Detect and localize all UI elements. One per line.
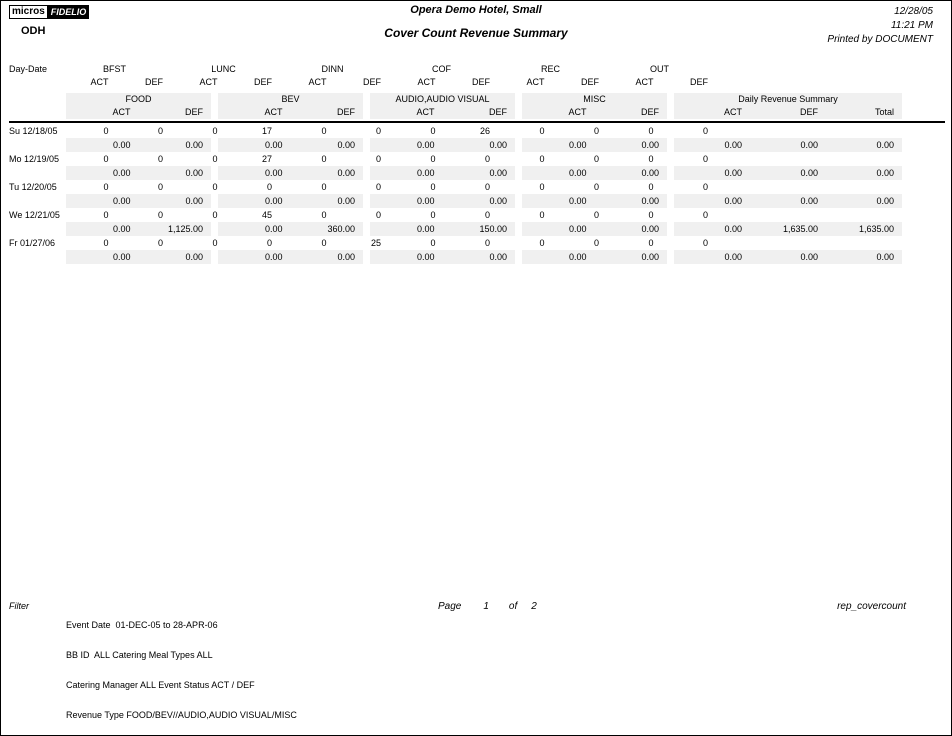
micros-logo-text: micros <box>9 5 48 19</box>
day-label: Su 12/18/05 <box>9 126 58 136</box>
revenue-cell: 0.00 <box>568 252 587 262</box>
count-cell: 0 <box>157 182 163 192</box>
page-total: 2 <box>531 601 537 612</box>
count-cell: 0 <box>321 182 327 192</box>
revenue-cell: 0.00 <box>416 252 435 262</box>
revenue-cell: 0.00 <box>568 196 587 206</box>
count-cell: 0 <box>103 182 109 192</box>
act-header: ACT <box>417 77 436 87</box>
def-header: DEF <box>690 77 708 87</box>
revenue-cell: 0.00 <box>416 196 435 206</box>
def-header: DEF <box>363 77 381 87</box>
count-cell: 0 <box>430 182 436 192</box>
revenue-cell: 0.00 <box>337 168 355 178</box>
count-cell: 0 <box>212 182 218 192</box>
revenue-cell: 0.00 <box>876 252 894 262</box>
count-cell: 0 <box>430 154 436 164</box>
day-revenue-row <box>9 166 945 180</box>
revenue-cell: 0.00 <box>337 140 355 150</box>
count-cell: 0 <box>103 126 109 136</box>
count-cell: 0 <box>375 154 381 164</box>
day-label: Fr 01/27/06 <box>9 238 56 248</box>
filter-criteria <box>66 600 297 736</box>
act-header: ACT <box>635 77 654 87</box>
count-cell: 0 <box>157 238 163 248</box>
count-cell: 0 <box>484 210 490 220</box>
count-cell: 0 <box>430 126 436 136</box>
revenue-group-header: FOOD <box>125 94 152 104</box>
day-count-row <box>9 180 945 194</box>
count-cell: 0 <box>702 126 708 136</box>
day-count-row <box>9 236 945 250</box>
meal-group-header: LUNC <box>211 64 236 74</box>
revenue-cell: 0.00 <box>416 140 435 150</box>
revenue-cell: 0.00 <box>876 196 894 206</box>
revenue-cell: 0.00 <box>185 140 203 150</box>
count-cell: 0 <box>212 238 218 248</box>
count-cell: 0 <box>321 238 327 248</box>
act-header: ACT <box>416 107 435 117</box>
revenue-cell: 0.00 <box>185 252 203 262</box>
revenue-cell: 0.00 <box>185 196 203 206</box>
revenue-cell: 0.00 <box>264 168 283 178</box>
count-cell: 26 <box>479 126 490 136</box>
fidelio-logo-text: FIDELIO <box>48 5 90 19</box>
revenue-cell: 0.00 <box>337 196 355 206</box>
act-header: ACT <box>724 107 742 117</box>
count-cell: 0 <box>593 238 599 248</box>
count-cell: 0 <box>375 210 381 220</box>
meal-group-header: COF <box>432 64 451 74</box>
revenue-cell: 0.00 <box>112 140 131 150</box>
report-title: Cover Count Revenue Summary <box>384 26 568 40</box>
count-cell: 0 <box>157 126 163 136</box>
day-revenue-row <box>9 194 945 208</box>
count-cell: 0 <box>593 210 599 220</box>
count-cell: 0 <box>593 126 599 136</box>
day-label: We 12/21/05 <box>9 210 60 220</box>
count-cell: 0 <box>648 154 654 164</box>
filter-line-catering-manager: Catering Manager ALL Event Status ACT / DEF <box>66 680 255 690</box>
revenue-cell: 0.00 <box>185 168 203 178</box>
count-cell: 0 <box>321 126 327 136</box>
count-cell: 0 <box>430 210 436 220</box>
count-cell: 0 <box>648 182 654 192</box>
act-header: ACT <box>308 77 327 87</box>
count-cell: 0 <box>484 154 490 164</box>
revenue-cell: 0.00 <box>112 224 131 234</box>
def-header: DEF <box>185 107 203 117</box>
day-count-row <box>9 124 945 138</box>
meal-group-header-row <box>9 63 945 76</box>
count-cell: 0 <box>212 210 218 220</box>
count-cell: 0 <box>593 182 599 192</box>
def-header: DEF <box>800 107 818 117</box>
revenue-cell: 0.00 <box>489 196 507 206</box>
count-cell: 27 <box>261 154 272 164</box>
revenue-cell: 0.00 <box>641 252 659 262</box>
count-cell: 0 <box>702 182 708 192</box>
count-cell: 0 <box>103 238 109 248</box>
property-code: ODH <box>21 25 46 37</box>
revenue-cell: 0.00 <box>337 252 355 262</box>
act-header: ACT <box>568 107 587 117</box>
def-header: DEF <box>337 107 355 117</box>
day-count-row <box>9 208 945 222</box>
act-header: ACT <box>199 77 218 87</box>
revenue-group-header: MISC <box>583 94 606 104</box>
count-cell: 0 <box>157 154 163 164</box>
def-header: DEF <box>489 107 507 117</box>
count-cell: 0 <box>484 238 490 248</box>
page-of-label: of <box>508 601 518 612</box>
page-indicator <box>438 601 537 612</box>
count-cell: 0 <box>321 154 327 164</box>
act-header: ACT <box>90 77 109 87</box>
revenue-cell: 0.00 <box>568 224 587 234</box>
day-revenue-row <box>9 138 945 152</box>
revenue-cell: 0.00 <box>800 196 818 206</box>
count-cell: 0 <box>539 210 545 220</box>
revenue-cell: 360.00 <box>327 224 355 234</box>
def-header: DEF <box>145 77 163 87</box>
meal-group-header: OUT <box>650 64 669 74</box>
count-cell: 0 <box>648 210 654 220</box>
revenue-cell: 0.00 <box>264 252 283 262</box>
count-cell: 0 <box>266 238 272 248</box>
count-cell: 0 <box>539 238 545 248</box>
count-cell: 0 <box>593 154 599 164</box>
day-count-row <box>9 152 945 166</box>
revenue-cell: 0.00 <box>641 224 659 234</box>
revenue-cell: 1,635.00 <box>782 224 818 234</box>
revenue-cell: 0.00 <box>416 224 435 234</box>
day-label: Tu 12/20/05 <box>9 182 57 192</box>
revenue-cell: 0.00 <box>568 168 587 178</box>
revenue-cell: 0.00 <box>264 140 283 150</box>
revenue-cell: 0.00 <box>264 196 283 206</box>
hotel-name: Opera Demo Hotel, Small <box>410 4 542 16</box>
revenue-cell: 0.00 <box>800 140 818 150</box>
revenue-group-header: BEV <box>281 94 300 104</box>
meal-group-header: DINN <box>321 64 344 74</box>
revenue-cell: 1,125.00 <box>167 224 203 234</box>
revenue-act-def-header-row <box>9 106 945 119</box>
print-info <box>827 5 933 47</box>
filter-line-revenue-type: Revenue Type FOOD/BEV//AUDIO,AUDIO VISUAL/MISC <box>66 710 297 720</box>
revenue-cell: 0.00 <box>724 168 742 178</box>
meal-group-header: REC <box>540 64 560 74</box>
revenue-cell: 0.00 <box>641 140 659 150</box>
count-cell: 0 <box>321 210 327 220</box>
report-id: rep_covercount <box>837 601 906 612</box>
day-revenue-row <box>9 222 945 236</box>
count-cell: 45 <box>261 210 272 220</box>
revenue-cell: 0.00 <box>489 168 507 178</box>
count-cell: 17 <box>261 126 272 136</box>
revenue-group-header: Daily Revenue Summary <box>738 94 838 104</box>
count-cell: 0 <box>103 210 109 220</box>
revenue-group-header: AUDIO,AUDIO VISUAL <box>395 94 490 104</box>
revenue-cell: 0.00 <box>489 252 507 262</box>
revenue-group-header-row <box>9 93 945 106</box>
count-cell: 0 <box>702 154 708 164</box>
meal-group-header: BFST <box>102 64 126 74</box>
printed-by: Printed by DOCUMENT <box>827 34 933 45</box>
revenue-cell: 0.00 <box>876 168 894 178</box>
revenue-cell: 0.00 <box>724 224 742 234</box>
count-cell: 0 <box>266 182 272 192</box>
count-cell: 0 <box>702 210 708 220</box>
total-header: Total <box>874 107 894 117</box>
count-cell: 0 <box>375 182 381 192</box>
cover-count-table <box>9 63 945 264</box>
revenue-cell: 0.00 <box>724 140 742 150</box>
day-label: Mo 12/19/05 <box>9 154 60 164</box>
act-header: ACT <box>526 77 545 87</box>
count-cell: 0 <box>375 126 381 136</box>
revenue-cell: 0.00 <box>489 140 507 150</box>
revenue-cell: 0.00 <box>800 168 818 178</box>
count-cell: 0 <box>648 126 654 136</box>
count-cell: 0 <box>702 238 708 248</box>
act-header: ACT <box>112 107 131 117</box>
revenue-cell: 0.00 <box>724 252 742 262</box>
filter-line-event-date: Event Date 01-DEC-05 to 28-APR-06 <box>66 620 218 630</box>
revenue-cell: 0.00 <box>112 168 131 178</box>
count-cell: 0 <box>430 238 436 248</box>
def-header: DEF <box>641 107 659 117</box>
filter-label: Filter <box>9 601 29 611</box>
page-number: 1 <box>483 601 489 612</box>
count-cell: 25 <box>370 238 381 248</box>
revenue-cell: 0.00 <box>641 196 659 206</box>
revenue-cell: 0.00 <box>641 168 659 178</box>
revenue-cell: 150.00 <box>479 224 507 234</box>
revenue-cell: 0.00 <box>112 252 131 262</box>
def-header: DEF <box>254 77 272 87</box>
revenue-cell: 0.00 <box>724 196 742 206</box>
revenue-cell: 0.00 <box>112 196 131 206</box>
revenue-cell: 0.00 <box>264 224 283 234</box>
revenue-cell: 0.00 <box>568 140 587 150</box>
count-cell: 0 <box>539 126 545 136</box>
def-header: DEF <box>472 77 490 87</box>
filter-line-bb-id: BB ID ALL Catering Meal Types ALL <box>66 650 213 660</box>
print-date: 12/28/05 <box>894 6 933 17</box>
count-cell: 0 <box>484 182 490 192</box>
count-cell: 0 <box>539 182 545 192</box>
page-label: Page <box>438 601 462 612</box>
count-cell: 0 <box>212 126 218 136</box>
header-divider-line <box>9 121 945 123</box>
count-cell: 0 <box>157 210 163 220</box>
count-cell: 0 <box>648 238 654 248</box>
count-cell: 0 <box>103 154 109 164</box>
revenue-cell: 0.00 <box>416 168 435 178</box>
act-def-header-row <box>9 76 945 89</box>
count-cell: 0 <box>212 154 218 164</box>
act-header: ACT <box>264 107 283 117</box>
day-date-header: Day-Date <box>9 64 48 74</box>
revenue-cell: 1,635.00 <box>858 224 894 234</box>
day-revenue-row <box>9 250 945 264</box>
revenue-cell: 0.00 <box>876 140 894 150</box>
revenue-cell: 0.00 <box>800 252 818 262</box>
def-header: DEF <box>581 77 599 87</box>
title-block <box>1 1 951 40</box>
count-cell: 0 <box>539 154 545 164</box>
print-time: 11:21 PM <box>890 20 933 31</box>
